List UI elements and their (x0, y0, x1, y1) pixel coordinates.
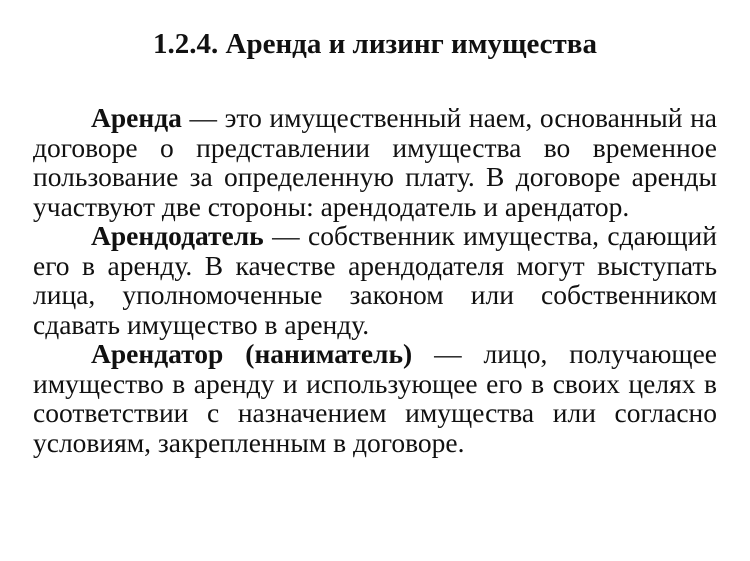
section-title: 1.2.4. Аренда и лизинг имущества (153, 28, 597, 60)
definition-arenda: — это имущественный наем, основанный на договоре о представлении имущества во временное пользование за определенную плату. В договоре аренды участвуют две стороны: арендодатель и арендатор. (33, 102, 717, 222)
section-body (33, 103, 717, 457)
definition-arendator: — лицо, получающее имущество в аренду и использующее его в своих целях в соответствии с назначением имущества или согласно условиям, закрепленным в договоре. (33, 338, 717, 458)
paragraph-arendodatel (33, 221, 717, 339)
paragraph-arenda (33, 103, 717, 221)
definition-arendodatel: — собственник имущества, сдающий его в аренду. В качестве арендодателя могут выступать лица, уполномоченные законом или собственником сдавать имущество в аренду. (33, 220, 717, 340)
paragraph-arendator (33, 339, 717, 457)
term-arendodatel: Арендодатель (91, 220, 264, 251)
term-arendator: Арендатор (наниматель) (91, 338, 413, 369)
term-arenda: Аренда (91, 102, 182, 133)
